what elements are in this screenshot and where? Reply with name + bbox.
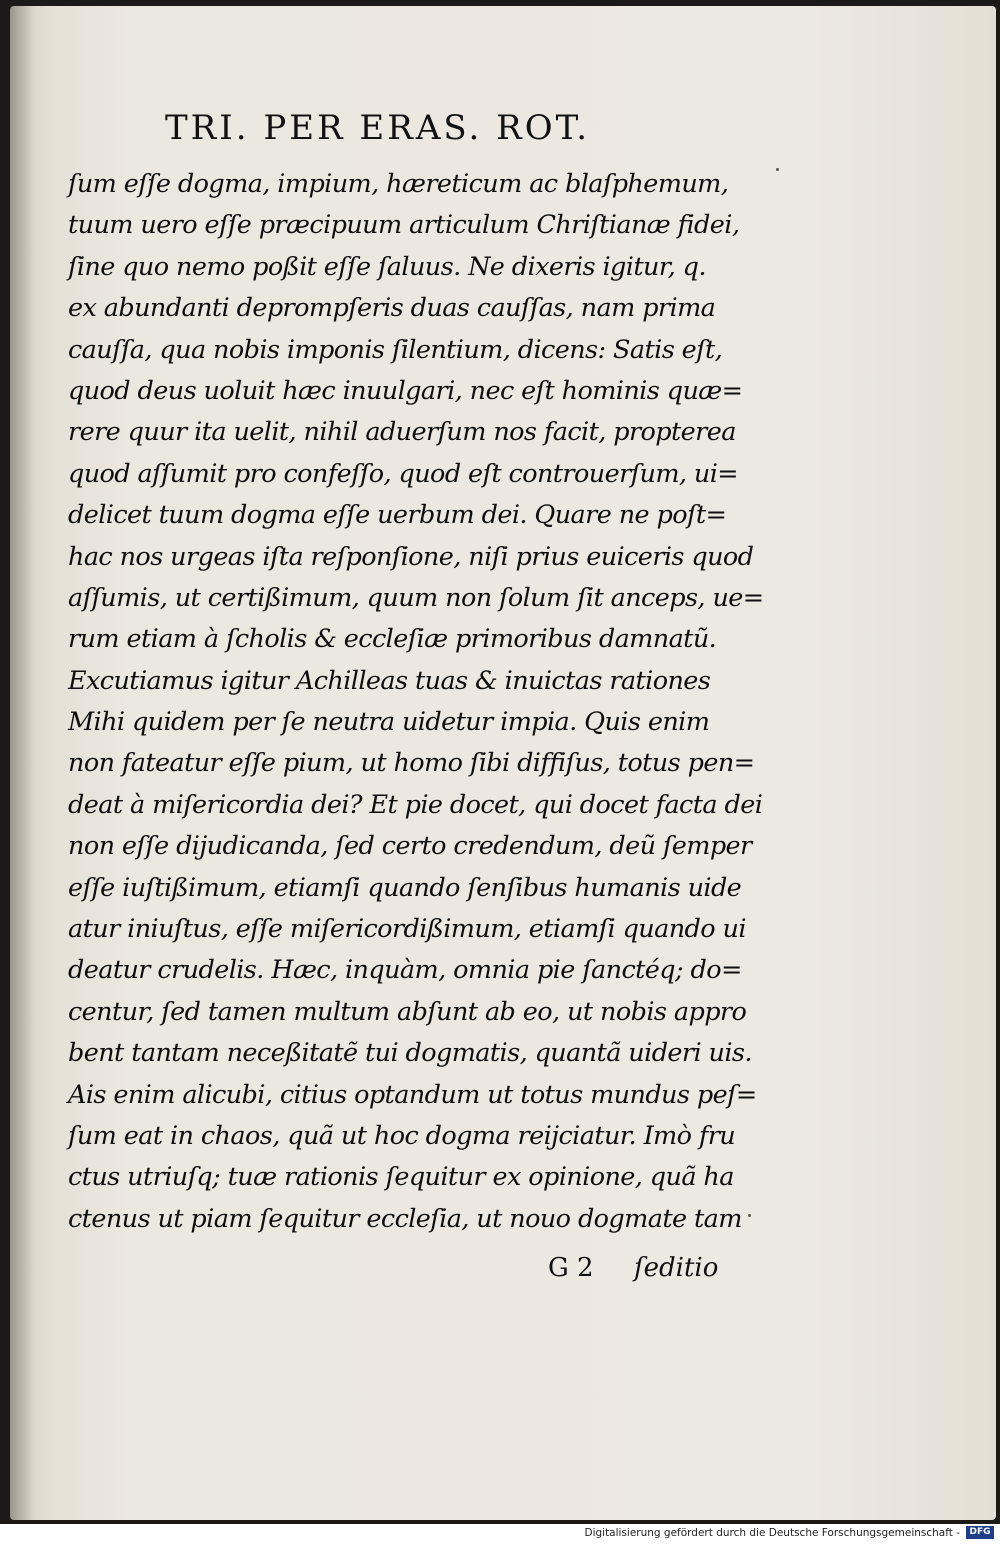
dfg-logo: DFG xyxy=(966,1526,994,1539)
text-line: ex abundanti deprompſeris duas cauſſas, nam prima xyxy=(68,293,716,324)
text-line: ctus utriuſq; tuæ rationis ſequitur ex opinione, quã ha xyxy=(68,1162,734,1193)
text-line: rere quur ita uelit, nihil aduerſum nos facit, propterea xyxy=(68,417,736,448)
text-line: tuum uero eſſe præcipuum articulum Chriſtianæ fidei, xyxy=(68,210,740,241)
text-line: delicet tuum dogma eſſe uerbum dei. Quare ne poſt= xyxy=(68,500,727,531)
text-line: ſum eſſe dogma, impium, hæreticum ac blaſphemum, xyxy=(68,169,729,199)
signature-mark: G 2 xyxy=(548,1253,594,1283)
text-line: Mihi quidem per ſe neutra uidetur impia. Quis enim xyxy=(68,707,710,738)
page-footer xyxy=(548,1253,748,1293)
paper-speck xyxy=(748,1214,751,1217)
text-line: ſum eat in chaos, quã ut hoc dogma reijciatur. Imò fru xyxy=(68,1120,736,1151)
text-line: deat à miſericordia dei? Et pie docet, qui docet facta dei xyxy=(68,789,763,820)
catchword: ſeditio xyxy=(634,1253,719,1283)
text-line: centur, ſed tamen multum abſunt ab eo, ut nobis appro xyxy=(68,996,747,1027)
text-line: eſſe iuſtißimum, etiamſi quando ſenſibus humanis uide xyxy=(68,872,742,903)
text-line: deatur crudelis. Hæc, inquàm, omnia pie ſanctéq; do= xyxy=(68,955,742,986)
text-line: bent tantam neceßitatẽ tui dogmatis, quantã uideri uis. xyxy=(68,1038,752,1069)
text-line: quod aſſumit pro confeſſo, quod eſt controuerſum, ui= xyxy=(68,458,739,489)
text-line: aſſumis, ut certißimum, quum non ſolum ſit anceps, ue= xyxy=(68,582,764,613)
text-line: non fateatur eſſe pium, ut homo ſibi diffiſus, totus pen= xyxy=(68,748,755,779)
paper-speck xyxy=(776,168,779,171)
running-head: TRI. PER ERAS. ROT. xyxy=(165,108,591,148)
text-line: quod deus uoluit hæc inuulgari, nec eſt hominis quæ= xyxy=(68,375,743,406)
text-line: cauſſa, qua nobis imponis ſilentium, dicens: Satis eſt, xyxy=(68,334,723,365)
text-line: Ais enim alicubi, citius optandum ut totus mundus peſ= xyxy=(68,1079,757,1110)
funding-credit: Digitalisierung gefördert durch die Deutsche Forschungsgemeinschaft - xyxy=(584,1527,960,1539)
gutter-shadow xyxy=(10,6,34,1520)
text-line: non eſſe dijudicanda, ſed certo credendum, deũ ſemper xyxy=(68,831,752,862)
body-text xyxy=(68,164,764,1240)
text-line: ctenus ut piam ſequitur eccleſia, ut nouo dogmate tam xyxy=(68,1203,742,1234)
text-line: atur iniuſtus, eſſe miſericordißimum, etiamſi quando ui xyxy=(68,914,746,945)
text-line: Excutiamus igitur Achilleas tuas & inuictas rationes xyxy=(68,665,711,696)
text-line: hac nos urgeas iſta reſponſione, niſi prius euiceris quod xyxy=(68,541,754,572)
text-line: rum etiam à ſcholis & eccleſiæ primoribus damnatũ. xyxy=(68,624,717,655)
text-line: ſine quo nemo poßit eſſe ſaluus. Ne dixeris igitur, q. xyxy=(68,251,706,282)
